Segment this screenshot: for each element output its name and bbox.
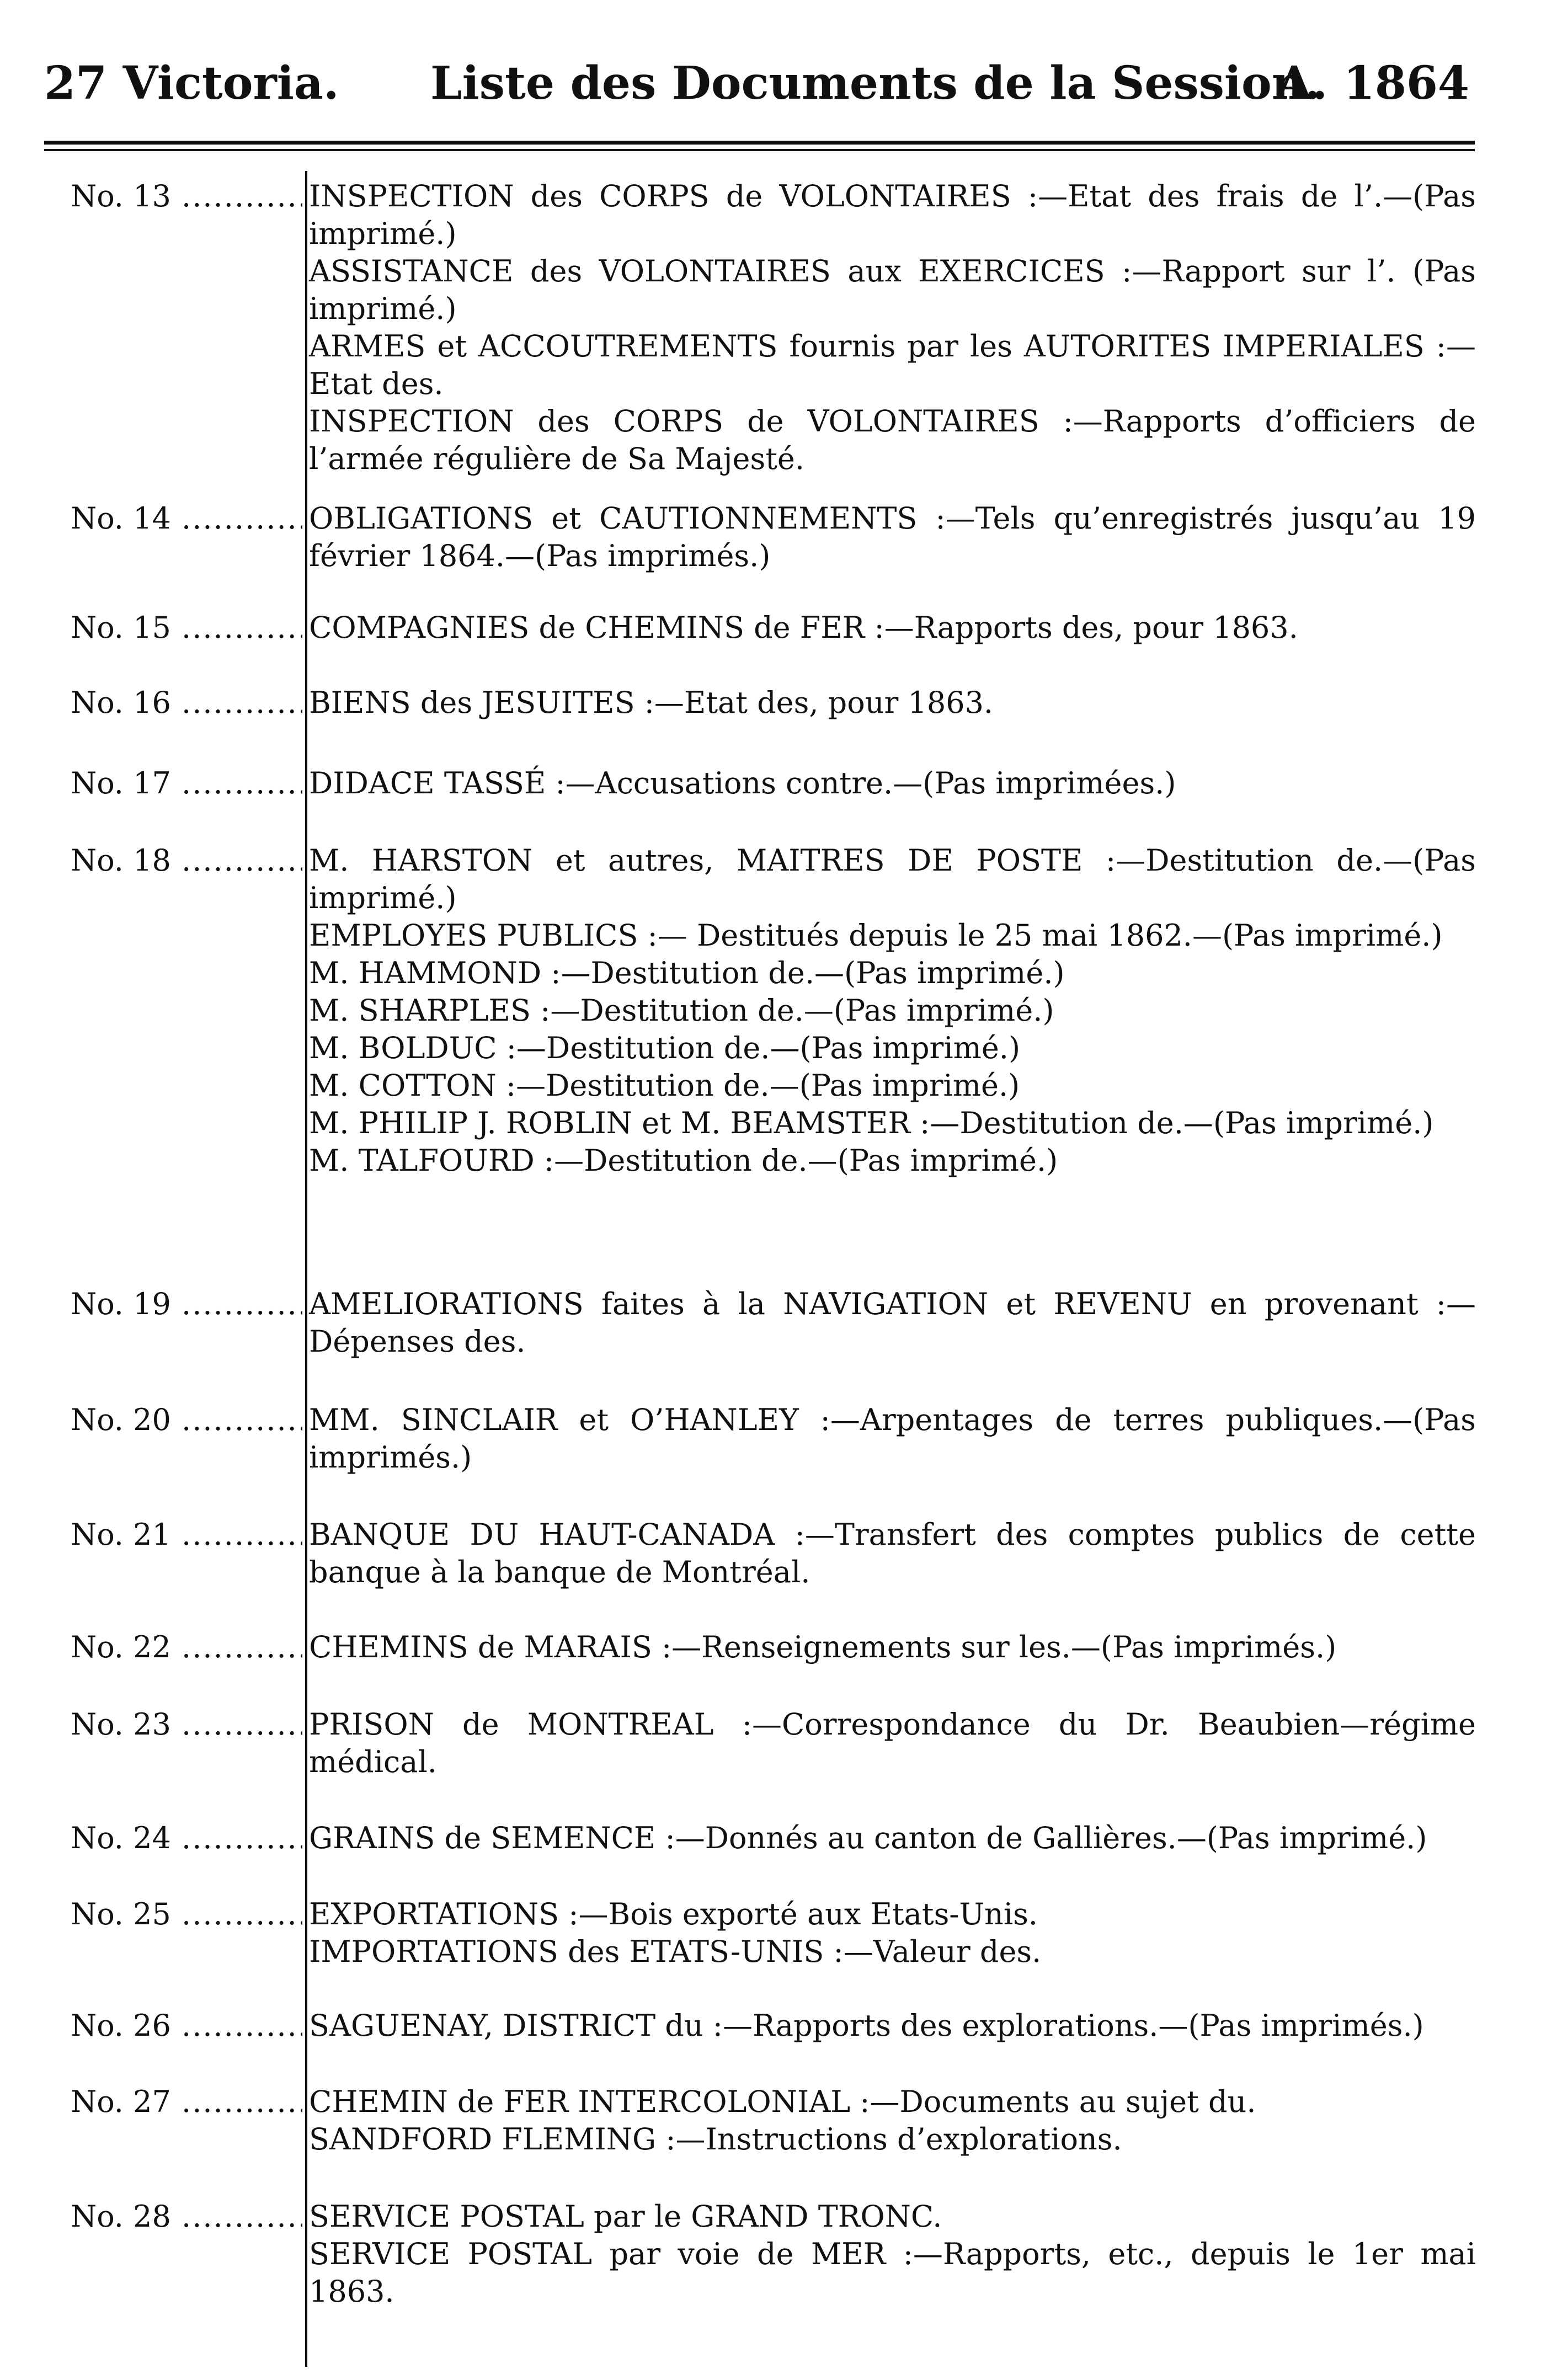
entry-item: M. PHILIP J. ROBLIN et M. BEAMSTER :—Destitution de.—(Pas imprimé.) [309, 1106, 1434, 1140]
entry-number: No. 14 ..... [71, 500, 302, 537]
entry-number: No. 23 ..... [71, 1706, 302, 1743]
entry-items [309, 2083, 1476, 2158]
entry-item: M. HAMMOND :—Destitution de.—(Pas imprimé.) [309, 956, 1065, 990]
entry-items [309, 1819, 1476, 1857]
entry-item: INSPECTION des CORPS de VOLONTAIRES :—Etat des frais de l’.—(Pas imprimé.) [309, 179, 1476, 251]
entry-items [309, 500, 1476, 575]
entry-item: SANDFORD FLEMING :—Instructions d’explorations. [309, 2122, 1122, 2157]
entry-number: No. 28 ..... [71, 2198, 302, 2235]
entry-number: No. 27 ..... [71, 2083, 302, 2121]
header-rule-thin [44, 149, 1475, 151]
entry-number: No. 25 ..... [71, 1896, 302, 1933]
entry-item: IMPORTATIONS des ETATS-UNIS :—Valeur des. [309, 1934, 1042, 1969]
entry-items [309, 2198, 1476, 2310]
column-divider [305, 171, 307, 2367]
entry-items [309, 842, 1476, 1180]
entry-number: No. 19 ..... [71, 1285, 302, 1323]
entry-item: SERVICE POSTAL par voie de MER :—Rapports, etc., depuis le 1er mai 1863. [309, 2237, 1476, 2309]
entry-number: No. 15 ..... [71, 609, 302, 647]
entry-item: ASSISTANCE des VOLONTAIRES aux EXERCICES :—Rapport sur l’. (Pas imprimé.) [309, 254, 1476, 326]
entry-item: M. COTTON :—Destitution de.—(Pas imprimé.) [309, 1068, 1020, 1103]
entry-number: No. 21 ..... [71, 1516, 302, 1554]
entry-item: EMPLOYES PUBLICS :— Destitués depuis le 25 mai 1862.—(Pas imprimé.) [309, 918, 1443, 953]
entry-item: GRAINS de SEMENCE :—Donnés au canton de Gallières.—(Pas imprimé.) [309, 1821, 1427, 1855]
entry-item: CHEMIN de FER INTERCOLONIAL :—Documents au sujet du. [309, 2084, 1256, 2119]
entry-item: M. SHARPLES :—Destitution de.—(Pas imprimé.) [309, 993, 1054, 1028]
entry-item: ARMES et ACCOUTREMENTS fournis par les AUTORITES IMPERIALES :—Etat des. [309, 329, 1476, 401]
entry-items [309, 2007, 1476, 2045]
entry-items [309, 1401, 1476, 1476]
running-header-left: 27 Victoria. [44, 57, 339, 110]
entry-items [309, 1516, 1476, 1591]
header-rule [44, 141, 1475, 145]
running-header-title: Liste des Documents de la Session. [430, 57, 1320, 110]
entry-item: PRISON de MONTREAL :—Correspondance du Dr. Beaubien—régime médical. [309, 1707, 1476, 1779]
entry-item: SAGUENAY, DISTRICT du :—Rapports des explorations.—(Pas imprimés.) [309, 2008, 1424, 2043]
running-header-right: A. 1864 [1277, 57, 1469, 110]
entry-number: No. 17 ..... [71, 765, 302, 802]
entry-item: BANQUE DU HAUT-CANADA :—Transfert des comptes publics de cette banque à la banque de Montréal. [309, 1517, 1476, 1589]
entry-item: M. HARSTON et autres, MAITRES DE POSTE :—Destitution de.—(Pas imprimé.) [309, 843, 1476, 915]
entry-number: No. 26 ..... [71, 2007, 302, 2045]
entry-items [309, 609, 1476, 647]
entry-items [309, 1706, 1476, 1781]
entry-items [309, 684, 1476, 722]
entry-item: MM. SINCLAIR et O’HANLEY :—Arpentages de terres publiques.—(Pas imprimés.) [309, 1402, 1476, 1475]
entry-item: COMPAGNIES de CHEMINS de FER :—Rapports des, pour 1863. [309, 610, 1298, 645]
entry-number: No. 18 ..... [71, 842, 302, 879]
entry-items [309, 1629, 1476, 1666]
entry-number: No. 16 ..... [71, 684, 302, 722]
entry-item: CHEMINS de MARAIS :—Renseignements sur les.—(Pas imprimés.) [309, 1630, 1337, 1664]
entry-item: INSPECTION des CORPS de VOLONTAIRES :—Rapports d’officiers de l’armée régulière de Sa Majesté. [309, 404, 1476, 476]
entry-item: DIDACE TASSÉ :—Accusations contre.—(Pas imprimées.) [309, 766, 1176, 801]
entry-item: M. TALFOURD :—Destitution de.—(Pas imprimé.) [309, 1143, 1058, 1178]
entry-item: EXPORTATIONS :—Bois exporté aux Etats-Unis. [309, 1897, 1038, 1931]
entry-item: SERVICE POSTAL par le GRAND TRONC. [309, 2199, 942, 2234]
entry-number: No. 22 ..... [71, 1629, 302, 1666]
entry-items [309, 765, 1476, 802]
entry-items [309, 1285, 1476, 1360]
entry-item: OBLIGATIONS et CAUTIONNEMENTS :—Tels qu’enregistrés jusqu’au 19 février 1864.—(Pas imprimés.) [309, 501, 1476, 573]
entry-number: No. 20 ..... [71, 1401, 302, 1439]
entry-item: M. BOLDUC :—Destitution de.—(Pas imprimé.) [309, 1031, 1021, 1065]
entry-items [309, 1896, 1476, 1971]
entry-item: AMELIORATIONS faites à la NAVIGATION et REVENU en provenant :—Dépenses des. [309, 1287, 1476, 1359]
entry-number: No. 13 ..... [71, 178, 302, 215]
entry-number: No. 24 ..... [71, 1819, 302, 1857]
entry-items [309, 178, 1476, 478]
entry-item: BIENS des JESUITES :—Etat des, pour 1863. [309, 685, 994, 720]
